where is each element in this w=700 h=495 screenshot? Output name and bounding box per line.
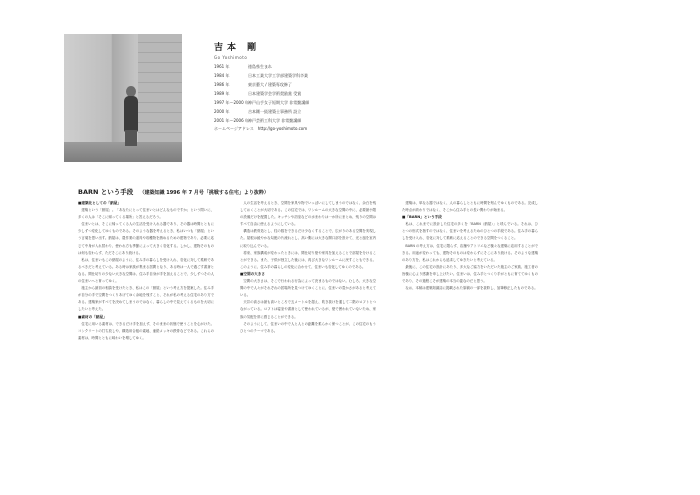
body-paragraph: 施主から最初の相談を受けたとき、私はこの「納屋」という考え方を提案した。住み手が自分の手で空間をつくりあげてゆく余地を残すこと、それが私の考える住宅のあり方である。建築家がすべてを決めてしまうのではなく、暮らしの中で見えてくるものを大切にしたいと考えた。 <box>78 286 214 312</box>
person-body <box>124 96 138 132</box>
career-year: 1986 年 <box>214 82 230 87</box>
body-paragraph: 住宅に用いる素材は、できるだけ手を加えず、そのままの状態で使うことを心がけた。コンクリートの打ち放しや、構造用合板の素地、亜鉛メッキの鉄骨などである。これらの素材は、時間とともに味わいを増してゆく。 <box>78 321 214 340</box>
photo-ground <box>64 142 182 162</box>
career-text: 日本建築学会学術奨励賞 受賞 <box>248 91 302 96</box>
career-year: 1984 年 <box>214 73 230 78</box>
section-heading: ■空間の大きさ <box>240 271 265 276</box>
article-title-main: BARN という手段 <box>78 188 134 196</box>
career-text: 徳島県生まれ <box>248 64 272 69</box>
career-row <box>214 89 434 98</box>
career-row <box>214 71 434 80</box>
body-paragraph: 人の生活を考えるとき、空間を家具や物でいっぱいにしてしまうのではなく、余白を残しておくことが大切である。この住宅では、ワンルームの大きな空間の中に、必要最小限の設備だけを配置した。キッチンや浴室などの水まわりは一か所にまとめ、残りの空間はすべて自由に使えるようにしている。 <box>240 201 376 227</box>
career-text: 日本工業大学工学部建築学科卒業 <box>248 73 308 78</box>
career-year: 2000 年 <box>214 109 230 114</box>
body-paragraph: そのようにして、住まいの中で人と人との距離を柔らかく保つことが、この住宅のもうひとつのテーマである。 <box>240 321 376 333</box>
career-text: 吉本剛一級建築士事務所 設立 <box>248 109 302 114</box>
homepage-address: ホームページアドレス http://go-yoshimoto.com <box>214 126 308 131</box>
body-paragraph: 将来、家族構成が変わったときには、間仕切り壁や家具を加えることで部屋を分けることができる。また、子供が独立した後には、再び大きなワンルームに戻すこともできる。このように、住み手の暮らしの変化に合わせて、住まいも変化してゆくのである。 <box>240 250 376 269</box>
body-paragraph: 最後に、この住宅の設計にあたり、多大なご協力をいただいた施主のご家族、施工者の皆様に心より感謝を申し上げたい。住まいは、住み手とつくり手がともに育ててゆくものであり、その過程こそが建築の本当の姿なのだと思う。 <box>402 264 538 284</box>
body-paragraph: 私は、住まいもこの納屋のように、住み手の暮らしを受け入れ、変化に対して柔軟であるべきだと考えている。ある時は家族が集まる居間となり、ある時は一人で過ごす書斎となる。間仕切りの少ない大きな空間は、住み手自身が手を加えることで、少しずつその人の住まいへと育ってゆく。 <box>78 257 214 284</box>
career-year: 1961 年 <box>214 64 230 69</box>
career-year: 1989 年 <box>214 91 230 96</box>
career-text: 神戸山手女子短期大学 非常勤講師 <box>248 100 310 105</box>
portrait-photo <box>64 34 182 162</box>
body-paragraph: BARN の考え方は、住宅に限らず、店舗やアトリエなど様々な建築に応用することができる。用途が変わっても、建物そのものは変わらずにそこにあり続ける。そのような建築のあり方を、私はこれからも追求してゆきたいと考えている。 <box>402 243 538 262</box>
body-paragraph: 私は、これまでに設計した住宅の多くを「BARN（納屋）」と呼んでいる。それは、ひとつの形式を指すのではなく、住まいを考えるためのひとつの手段である。住み手の暮らしを受け入れ、変化に対して柔軟に応えることのできる空間をつくること。 <box>402 222 538 241</box>
article-title <box>78 187 269 196</box>
career-row <box>214 98 434 107</box>
body-paragraph: なお、本稿は建築知識誌に掲載された原稿の一部を抜粋し、加筆修正したものである。 <box>402 286 538 291</box>
career-row <box>214 107 434 116</box>
body-paragraph: 建築という「納屋」。「あなたにとって住まいとはどんなものですか」という問いに、多くの人は「そこに帰ってくる場所」と答えるだろう。 <box>78 208 214 220</box>
person-legs <box>125 130 137 146</box>
body-paragraph: 空間の大きさは、そこで行われる行為によって決まるものではない。むしろ、大きな空間の中で人々がそれぞれの居場所を見つけてゆくことに、住まいの豊かさがあると考えている。 <box>240 279 376 298</box>
career-row <box>214 116 434 125</box>
body-paragraph: 天井の高さは最も高いところで五メートルを超え、吹き抜けを通して二階のロフトとつながっている。ロフトは寝室や書斎として使われているが、壁で囲われていないため、家族の気配を常に感じることができる。 <box>240 300 376 319</box>
section-heading: ■「BARN」という手段 <box>402 215 442 220</box>
article-column-2 <box>240 200 376 335</box>
article-column-3 <box>402 200 538 292</box>
career-year: 1997 年〜2000 年 <box>214 100 249 105</box>
career-text: 神戸芸術工科大学 非常勤講師 <box>248 118 302 123</box>
career-list <box>214 62 434 125</box>
body-paragraph: 構造は鉄骨造とし、柱の数をできるだけ少なくすることで、広がりのある空間を実現した。屋根は緩やかな勾配の片流れとし、高い側には大きな開口部を設けて、光と風を室内に取り込んでいる。 <box>240 229 376 248</box>
career-row <box>214 62 434 71</box>
article-column-1 <box>78 200 214 342</box>
author-name-block <box>214 40 260 60</box>
career-year: 2001 年〜2006 年 <box>214 118 249 123</box>
author-name-en: Go Yoshimoto <box>214 55 248 60</box>
author-name-jp: 吉本 剛 <box>214 43 261 53</box>
article-title-source: （建築知識 1996 年 7 月号「挑戦する住宅」より抜粋） <box>139 190 269 196</box>
section-heading: ■建築化としての「納屋」 <box>78 201 121 205</box>
body-paragraph: 建築は、単なる器ではなく、人の暮らしとともに時間を刻んでゆくものである。完成した時点が終わりではなく、そこから住み手との長い関わりが始まる。 <box>402 201 538 213</box>
section-heading: ■素材の「納屋」 <box>78 314 107 319</box>
career-text: 東京藝大 / 建築専攻修了 <box>248 82 292 87</box>
career-row <box>214 80 434 89</box>
body-paragraph: 住まいとは、そこに帰ってくる人の生活を受け入れる器であり、その器は時間とともに少しずつ変化してゆくものである。そのような器を考えるとき、私はいつも「納屋」という言葉を思い出す。納屋は、農作業の道具や収穫物を納めるための建物であり、必要に応じて中身が入れ替わり、使われ方も季節によって大きく変化する。しかし、建物そのものは何も変わらず、ただそこにあり続ける。 <box>78 222 214 255</box>
